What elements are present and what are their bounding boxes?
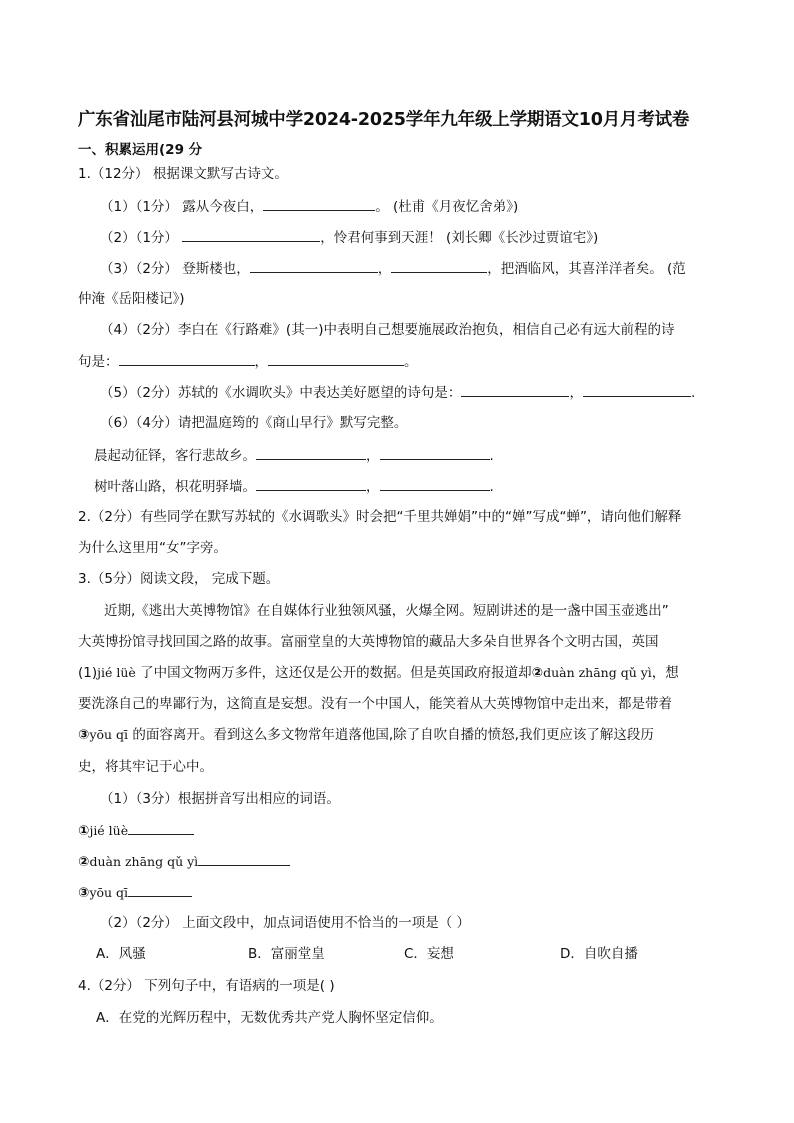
passage-text: ，想 bbox=[651, 665, 679, 681]
period: . bbox=[489, 479, 494, 495]
q3-stem: 3.（5分）阅读文段， 完成下题。 bbox=[78, 571, 280, 587]
option-d[interactable]: D．自吹自播 bbox=[560, 946, 638, 962]
q3-pinyin-item-2 bbox=[78, 851, 290, 872]
q1-item-6-line-1 bbox=[94, 445, 494, 466]
pinyin: yōu qī bbox=[89, 727, 129, 742]
answer-blank[interactable] bbox=[256, 445, 366, 460]
q3-passage-line-3 bbox=[78, 663, 679, 683]
q3-passage-line-2: 大英博扮馆寻找回国之路的故事。富丽堂皇的大英博物馆的藏品大多朵自世界各个文明古国，英国 bbox=[78, 634, 659, 650]
comma: ， bbox=[366, 448, 380, 464]
q4-option-a[interactable]: A．在党的光辉历程中，无数优秀共产党人胸怀坚定信仰。 bbox=[96, 1010, 443, 1026]
q1-item-5-text: （5）（2分）苏轼的《水调吹头》中表达美好愿望的诗句是： bbox=[100, 385, 462, 401]
item-number: ③ bbox=[78, 885, 90, 901]
q1-item-5 bbox=[100, 382, 695, 403]
q1-item-2-text: （2）（1分） bbox=[100, 230, 183, 246]
answer-blank[interactable] bbox=[198, 851, 290, 866]
answer-blank[interactable] bbox=[461, 382, 569, 397]
answer-blank[interactable] bbox=[380, 445, 490, 460]
comma: ， bbox=[366, 479, 380, 495]
pinyin: duàn zhāng qǔ yì bbox=[89, 854, 199, 869]
answer-blank[interactable] bbox=[268, 351, 404, 366]
q1-item-2-source: ，怜君何事到天涯！ (刘长卿《长沙过贾谊宅》) bbox=[320, 230, 599, 246]
passage-text: 的面容离开。看到这么多文物常年逍落他国,除了自吹自播的愤怒,我们更应该了解这段历 bbox=[128, 727, 654, 743]
comma: ， bbox=[377, 261, 392, 277]
exam-title: 广东省汕尾市陆河县河城中学2024-2025学年九年级上学期语文10月月考试卷 bbox=[78, 110, 690, 130]
marker-1: (1) bbox=[78, 665, 98, 681]
period: . bbox=[489, 448, 494, 464]
pinyin: jié lüè bbox=[89, 823, 129, 838]
marker-2: ② bbox=[531, 665, 544, 681]
pinyin: duàn zhāng qǔ yì bbox=[543, 665, 652, 680]
answer-blank[interactable] bbox=[128, 882, 192, 897]
q1-item-3-cont: 仲淹《岳阳楼记》) bbox=[78, 291, 185, 307]
q1-item-4: （4）（2分）李白在《行路难》(其一)中表明自己想要施展政治抱负，相信自己必有远大前程的诗 bbox=[100, 322, 675, 338]
answer-blank[interactable] bbox=[380, 476, 490, 491]
item-number: ② bbox=[78, 854, 90, 870]
q1-stem: 1.（12分） 根据课文默写古诗文。 bbox=[78, 166, 288, 182]
q1-item-3-source: ，把酒临风，其喜洋洋者矣。 (范 bbox=[487, 261, 686, 277]
q1-item-1-text: （1）（1分） 露从今夜白， bbox=[100, 199, 264, 215]
q3-pinyin-item-3 bbox=[78, 882, 192, 903]
q3-passage-line-6: 史，将其牢记于心中。 bbox=[78, 759, 213, 775]
period: . bbox=[690, 385, 696, 401]
q2-line-2: 为什么这里用“女”字旁。 bbox=[78, 540, 227, 556]
answer-blank[interactable] bbox=[263, 196, 375, 211]
q1-item-1-source: 。 (杜甫《月夜忆舍弟》) bbox=[375, 199, 519, 215]
option-a[interactable]: A．风骚 bbox=[96, 946, 146, 962]
q4-stem: 4.（2分） 下列句子中，有语病的一项是( ) bbox=[78, 978, 335, 994]
option-c[interactable]: C．妄想 bbox=[404, 946, 454, 962]
q2-line-1: 2.（2分）有些同学在默写苏轼的《水调歌头》时会把“千里共婵娟”中的“婵”写成“蝉”，请向他们解释 bbox=[78, 509, 682, 525]
answer-blank[interactable] bbox=[250, 258, 378, 273]
q1-item-4-label: 句是： bbox=[78, 354, 119, 370]
answer-blank[interactable] bbox=[256, 476, 366, 491]
q1-item-4-cont bbox=[78, 351, 418, 372]
answer-blank[interactable] bbox=[128, 820, 194, 835]
answer-blank[interactable] bbox=[182, 227, 320, 242]
q1-item-3-text: （3）（2分） 登斯楼也， bbox=[100, 261, 250, 277]
q1-item-6-line-2 bbox=[94, 476, 494, 497]
q1-item-2 bbox=[100, 227, 598, 248]
section-heading: 一、积累运用(29 分 bbox=[78, 142, 203, 158]
answer-blank[interactable] bbox=[119, 351, 255, 366]
q3-passage-line-5 bbox=[78, 725, 654, 745]
comma: ， bbox=[254, 354, 268, 370]
passage-text: 了中国文物两万多件，这还仅是公开的数据。但是英国政府报道却 bbox=[135, 665, 532, 681]
q1-item-6: （6）（4分）请把温庭筠的《商山早行》默写完整。 bbox=[100, 415, 408, 431]
pinyin: yōu qī bbox=[89, 885, 129, 900]
period: 。 bbox=[404, 354, 418, 370]
q3-passage-line-1: 近期,《逃出大英博物馆》在自媒体行业独领风骚，火爆全网。短剧讲述的是一盏中国玉壶逃出” bbox=[104, 603, 669, 619]
marker-3: ③ bbox=[78, 727, 90, 743]
q3-passage-line-4: 要洗涤自己的卑鄙行为，这简直是妄想。没有一个中国人，能笑着从大英博物馆中走出来，都是带着 bbox=[78, 696, 672, 712]
q3-sub-2: （2）（2分） 上面文段中，加点词语使用不恰当的一项是（ ） bbox=[100, 915, 471, 931]
pinyin: jié lüè bbox=[97, 665, 136, 680]
q3-pinyin-item-1 bbox=[78, 820, 194, 841]
comma: ， bbox=[569, 385, 583, 401]
answer-blank[interactable] bbox=[583, 382, 691, 397]
q3-sub-1: （1）（3分）根据拼音写出相应的词语。 bbox=[100, 791, 340, 807]
item-number: ① bbox=[78, 823, 90, 839]
q1-item-1 bbox=[100, 196, 518, 217]
q1-item-3 bbox=[100, 258, 686, 279]
poem-text: 树叶落山路，枳花明驿墙。 bbox=[94, 479, 256, 495]
answer-blank[interactable] bbox=[391, 258, 487, 273]
option-b[interactable]: B．富丽堂皇 bbox=[248, 946, 325, 962]
poem-text: 晨起动征铎，客行悲故乡。 bbox=[94, 448, 256, 464]
